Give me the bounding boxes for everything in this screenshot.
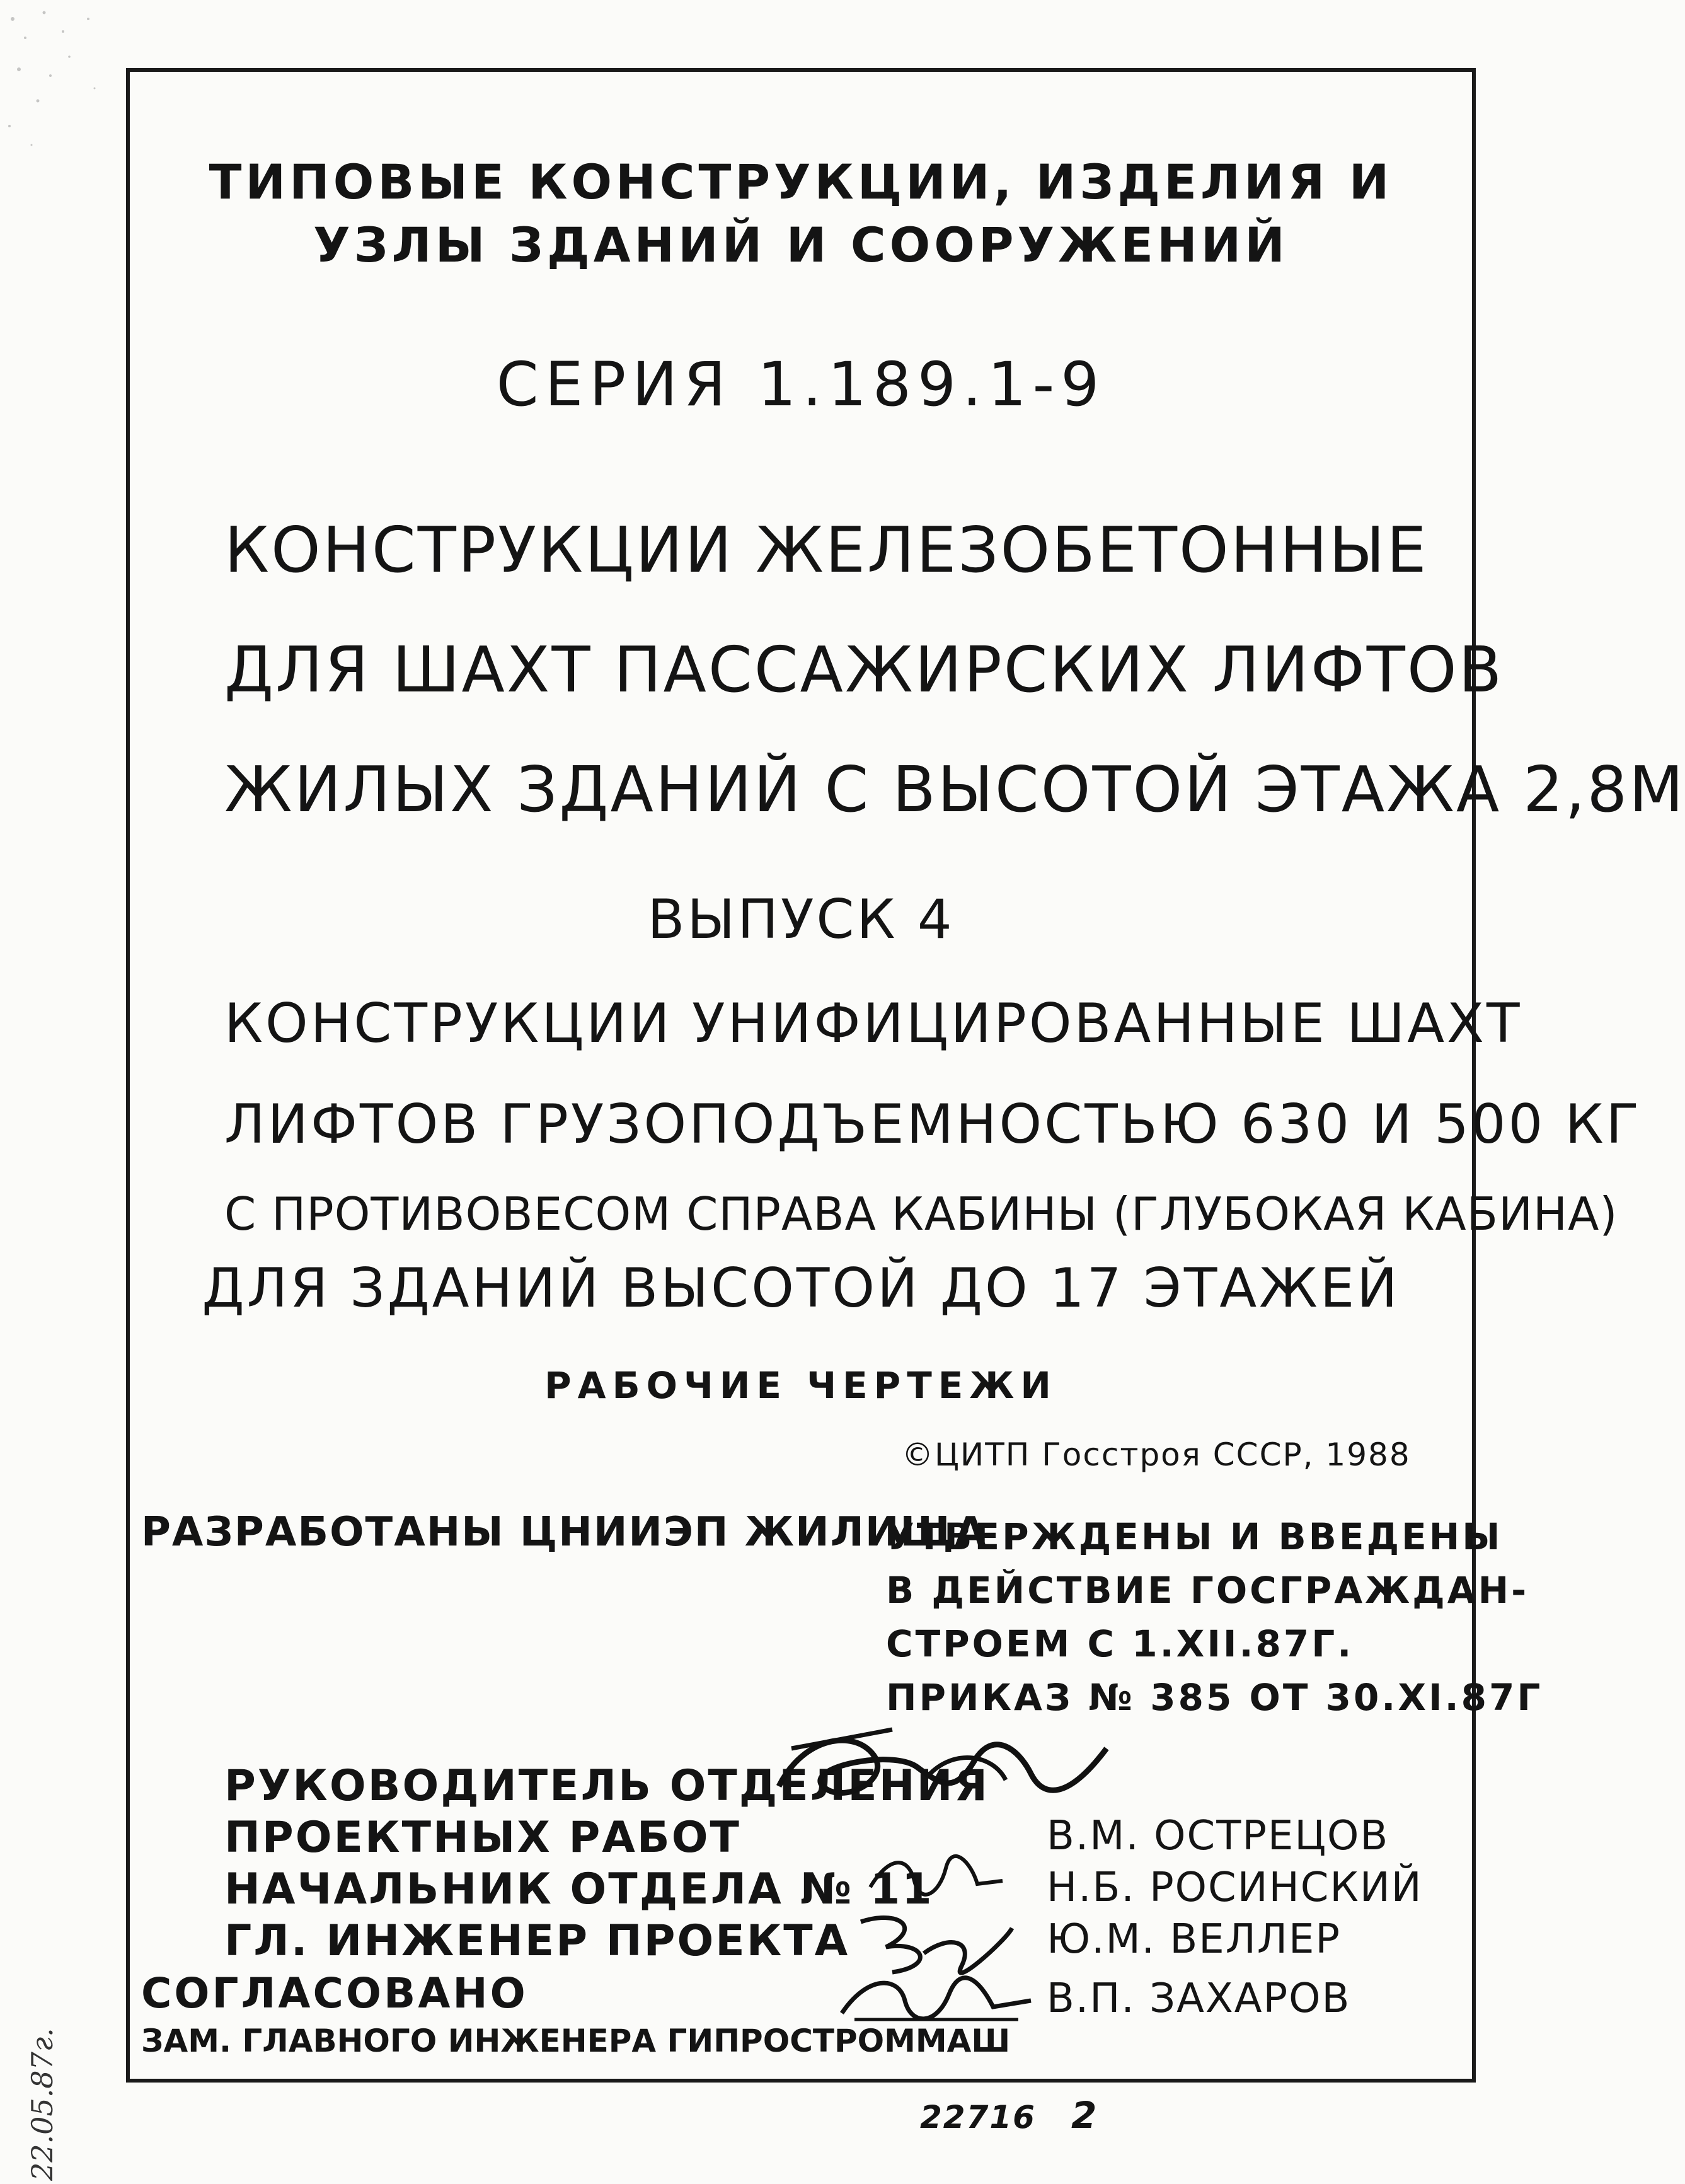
developed-by: РАЗРАБОТАНЫ ЦНИИЭП ЖИЛИЩА xyxy=(141,1509,987,1556)
series-number: СЕРИЯ 1.189.1-9 xyxy=(496,349,1106,420)
header-line-1: ТИПОВЫЕ КОНСТРУКЦИИ, ИЗДЕЛИЯ И xyxy=(209,154,1393,210)
approved-line-2: В ДЕЙСТВИЕ ГОСГРАЖДАН- xyxy=(886,1569,1529,1612)
issue-line-2: ЛИФТОВ ГРУЗОПОДЪЕМНОСТЬЮ 630 И 500 КГ xyxy=(224,1093,1642,1156)
approved-line-1: УТВЕРЖДЕНЫ И ВВЕДЕНЫ xyxy=(886,1515,1503,1558)
signatory-name-2: Н.Б. РОСИНСКИЙ xyxy=(1047,1864,1423,1911)
archive-number: 22716 xyxy=(920,2099,1036,2135)
margin-handwritten-note xyxy=(25,2028,59,2181)
header-line-2: УЗЛЫ ЗДАНИЙ И СООРУЖЕНИЙ xyxy=(313,217,1289,273)
corner-stain xyxy=(0,0,113,151)
issue-line-4: ДЛЯ ЗДАНИЙ ВЫСОТОЙ ДО 17 ЭТАЖЕЙ xyxy=(202,1257,1400,1320)
issue-label: ВЫПУСК 4 xyxy=(647,888,955,951)
approved-line-4: ПРИКАЗ № 385 ОТ 30.XI.87Г xyxy=(886,1676,1543,1719)
title-line-3: ЖИЛЫХ ЗДАНИЙ С ВЫСОТОЙ ЭТАЖА 2,8М xyxy=(224,753,1685,826)
issue-line-3: С ПРОТИВОВЕСОМ СПРАВА КАБИНЫ (ГЛУБОКАЯ КАБИНА) xyxy=(224,1187,1618,1240)
dept-head-role: НАЧАЛЬНИК ОТДЕЛА № 11 xyxy=(224,1864,934,1914)
head-role-line-2: ПРОЕКТНЫХ РАБОТ xyxy=(224,1813,741,1863)
title-line-2: ДЛЯ ШАХТ ПАССАЖИРСКИХ ЛИФТОВ xyxy=(224,633,1504,707)
margin-note-date: 22.05.87г. xyxy=(25,2028,59,2181)
deputy-chief-role: ЗАМ. ГЛАВНОГО ИНЖЕНЕРА ГИПРОСТРОММАШ xyxy=(141,2023,1011,2059)
agreed-label: СОГЛАСОВАНО xyxy=(141,1969,528,2018)
working-drawings: РАБОЧИЕ ЧЕРТЕЖИ xyxy=(544,1364,1057,1407)
title-frame xyxy=(126,68,1685,2083)
signatory-name-4: В.П. ЗАХАРОВ xyxy=(1047,1975,1351,2022)
signature-rosinsky xyxy=(864,1849,1009,1906)
title-line-1: КОНСТРУКЦИИ ЖЕЛЕЗОБЕТОННЫЕ xyxy=(224,513,1429,587)
signature-ostretsov xyxy=(766,1711,1119,1824)
signatory-name-1: В.М. ОСТРЕЦОВ xyxy=(1047,1813,1389,1859)
approved-line-3: СТРОЕМ С 1.XII.87Г. xyxy=(886,1622,1354,1665)
chief-engineer-role: ГЛ. ИНЖЕНЕР ПРОЕКТА xyxy=(224,1916,850,1966)
signature-zakharov xyxy=(829,1963,1044,2038)
page-number: 2 xyxy=(1071,2094,1100,2137)
issue-line-1: КОНСТРУКЦИИ УНИФИЦИРОВАННЫЕ ШАХТ xyxy=(224,992,1522,1055)
copyright: ©ЦИТП Госстроя СССР, 1988 xyxy=(902,1436,1411,1473)
signatory-name-3: Ю.М. ВЕЛЛЕР xyxy=(1047,1916,1341,1963)
head-role-line-1: РУКОВОДИТЕЛЬ ОТДЕЛЕНИЯ xyxy=(224,1761,989,1811)
